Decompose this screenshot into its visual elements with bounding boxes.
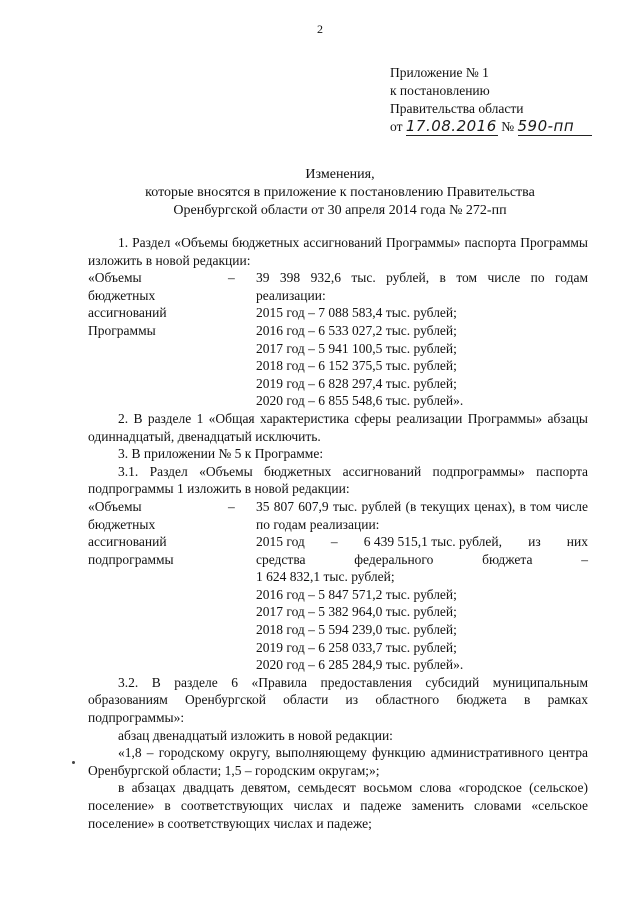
paragraph-last: в абзацах двадцать девятом, семьдесят восьмом слова «городское (сельское) поселение» в соответствующих числах и падеже заменить словами «сельское поселение» в соответствующих числах и падеже; xyxy=(88,780,588,831)
item-3-1-budget-table xyxy=(88,498,588,674)
appendix-line-1: Приложение № 1 xyxy=(390,65,489,80)
item-2: 2. В разделе 1 «Общая характеристика сферы реализации Программы» абзацы одиннадцатый, двенадцатый исключить. xyxy=(88,410,588,444)
handwritten-date: 17.08.2016 xyxy=(405,117,497,135)
item-3-1-year-2018: 2018 год – 5 594 239,0 тыс. рублей; xyxy=(256,622,457,638)
item-1-dash: – xyxy=(228,270,235,286)
margin-dot xyxy=(72,761,75,764)
page-number: 2 xyxy=(317,22,323,36)
item-1-intro: 1. Раздел «Объемы бюджетных ассигнований Программы» паспорта Программы изложить в новой редакции: xyxy=(88,235,588,268)
paragraph-abzac: абзац двенадцатый изложить в новой редакции: xyxy=(118,727,393,743)
item-3-1-values xyxy=(256,498,588,674)
item-3-2: 3.2. В разделе 6 «Правила предоставления субсидий муниципальным образованиям Оренбургской области из областного бюджета в рамках подпрограммы»: xyxy=(88,674,588,726)
item-1-total: 39 398 932,6 тыс. рублей, в том числе по годам реализации: xyxy=(256,270,588,303)
title-line-3: Оренбургской области от 30 апреля 2014 года № 272-пп xyxy=(173,203,507,218)
item-3-1-dash: – xyxy=(228,498,235,514)
item-3-1-intro: 3.1. Раздел «Объемы бюджетных ассигнований подпрограммы» паспорта подпрограммы 1 изложить в новой редакции: xyxy=(88,463,588,497)
item-1-year-2018: 2018 год – 6 152 375,5 тыс. рублей; xyxy=(256,358,457,374)
appendix-header xyxy=(390,64,592,136)
appendix-line-3: Правительства области xyxy=(390,101,524,116)
item-3-1-year-2019: 2019 год – 6 258 033,7 тыс. рублей; xyxy=(256,639,457,655)
item-1-year-2016: 2016 год – 6 533 027,2 тыс. рублей; xyxy=(256,322,457,338)
handwritten-number: 590-пп xyxy=(518,118,592,136)
number-label: № xyxy=(501,119,515,134)
item-3-1-label: «Объемы бюджетных ассигнований подпрограммы xyxy=(88,498,174,567)
item-1-budget-table xyxy=(88,269,588,410)
title-line-1: Изменения, xyxy=(305,167,375,182)
item-1-year-2017: 2017 год – 5 941 100,5 тыс. рублей; xyxy=(256,340,457,356)
document-title xyxy=(60,166,620,220)
item-3-1-year-2015-c: 1 624 832,1 тыс. рублей; xyxy=(256,569,395,585)
item-1-values xyxy=(256,269,588,410)
appendix-line-2: к постановлению xyxy=(390,83,490,98)
title-line-2: которые вносятся в приложение к постановлению Правительства xyxy=(145,185,535,200)
item-3-1-year-2020: 2020 год – 6 285 284,9 тыс. рублей». xyxy=(256,657,464,673)
appendix-date-line xyxy=(390,118,592,136)
item-1-year-2015: 2015 год – 7 088 583,4 тыс. рублей; xyxy=(256,305,457,321)
item-1-year-2020: 2020 год – 6 855 548,6 тыс. рублей». xyxy=(256,393,464,409)
item-3: 3. В приложении № 5 к Программе: xyxy=(118,446,324,462)
item-1-label: «Объемы бюджетных ассигнований Программы xyxy=(88,270,167,338)
from-label: от xyxy=(390,119,403,134)
item-3-1-year-2015-a: 2015 год – 6 439 515,1 тыс. рублей, из них xyxy=(256,534,588,550)
document-body xyxy=(88,234,588,832)
item-3-1-year-2015-b: средства федерального бюджета – xyxy=(256,551,588,567)
item-1-year-2019: 2019 год – 6 828 297,4 тыс. рублей; xyxy=(256,375,457,391)
paragraph-quote: «1,8 – городскому округу, выполняющему функцию административного центра Оренбургской области; 1,5 – городским округам;»; xyxy=(88,745,588,778)
item-3-1-year-2017: 2017 год – 5 382 964,0 тыс. рублей; xyxy=(256,604,457,620)
item-3-1-total: 35 807 607,9 тыс. рублей (в текущих ценах), в том числе по годам реализации: xyxy=(256,498,588,532)
item-3-1-year-2016: 2016 год – 5 847 571,2 тыс. рублей; xyxy=(256,586,457,602)
